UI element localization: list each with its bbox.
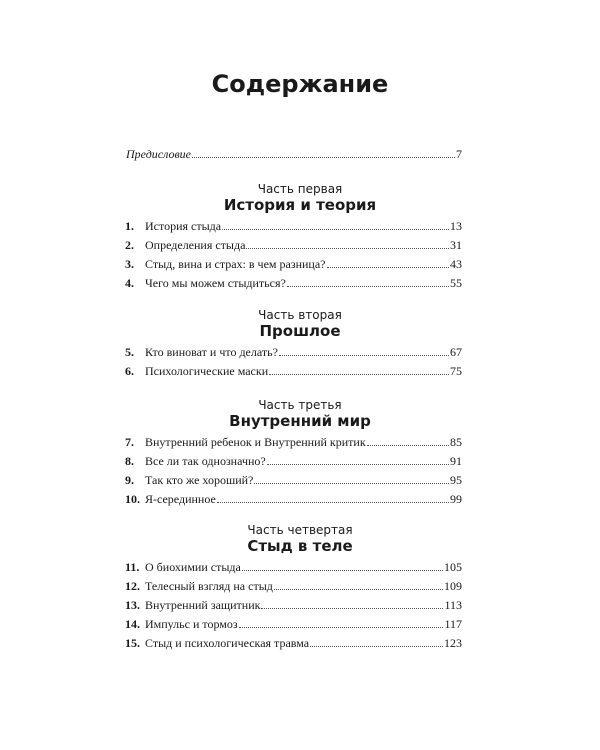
- toc-entry[interactable]: [125, 434, 462, 450]
- entry-number: 11.: [125, 560, 140, 574]
- toc-entry[interactable]: [125, 635, 462, 651]
- part-label: Часть вторая: [258, 308, 342, 322]
- entry-title: Кто виноват и что делать?: [145, 345, 278, 359]
- part-label: Часть первая: [257, 182, 343, 196]
- entry-number: 10.: [125, 492, 140, 506]
- entry-page: 85: [450, 435, 462, 449]
- toc-entry[interactable]: [125, 597, 462, 613]
- toc-entry[interactable]: [125, 275, 462, 291]
- dot-leader: [269, 374, 449, 375]
- entry-number: 14.: [125, 617, 140, 631]
- entry-title: Чего мы можем стыдиться?: [145, 276, 286, 290]
- entry-title: Стыд, вина и страх: в чем разница?: [145, 257, 326, 271]
- entry-title: Так кто же хороший?: [145, 473, 254, 487]
- part-title: Внутренний мир: [229, 412, 371, 430]
- toc-entry[interactable]: [125, 218, 462, 234]
- dot-leader: [287, 286, 449, 287]
- entry-title: Я-серединное: [145, 492, 216, 506]
- entry-page: 43: [450, 257, 462, 271]
- dot-leader: [254, 483, 449, 484]
- entry-page: 95: [450, 473, 462, 487]
- entry-number: 15.: [125, 636, 140, 650]
- entry-page: 113: [444, 598, 462, 612]
- toc-entry-preface[interactable]: [126, 146, 462, 162]
- toc-entry[interactable]: [125, 256, 462, 272]
- toc-entry[interactable]: [125, 491, 462, 507]
- toc-entry[interactable]: [125, 344, 462, 360]
- part-label: Часть четвертая: [247, 523, 353, 537]
- toc-entry[interactable]: [125, 559, 462, 575]
- entry-number: 9.: [125, 473, 134, 487]
- part-title: Стыд в теле: [247, 537, 353, 555]
- entry-number: 4.: [125, 276, 134, 290]
- dot-leader: [367, 445, 449, 446]
- dot-leader: [242, 570, 443, 571]
- dot-leader: [217, 502, 449, 503]
- dot-leader: [327, 267, 450, 268]
- toc-entry[interactable]: [125, 578, 462, 594]
- entry-page: 7: [456, 147, 462, 161]
- entry-page: 75: [450, 364, 462, 378]
- entry-page: 67: [450, 345, 462, 359]
- entry-page: 13: [450, 219, 462, 233]
- toc-entry[interactable]: [125, 363, 462, 379]
- entry-page: 99: [450, 492, 462, 506]
- entry-page: 55: [450, 276, 462, 290]
- entry-title: Психологические маски: [145, 364, 269, 378]
- entry-number: 3.: [125, 257, 134, 271]
- entry-page: 91: [450, 454, 462, 468]
- toc-entry[interactable]: [125, 453, 462, 469]
- dot-leader: [310, 646, 443, 647]
- page-title: Содержание: [211, 70, 389, 98]
- entry-title: О биохимии стыда: [145, 560, 241, 574]
- entry-number: 7.: [125, 435, 134, 449]
- dot-leader: [246, 248, 449, 249]
- toc-entry[interactable]: [125, 237, 462, 253]
- entry-title: История стыда: [145, 219, 222, 233]
- dot-leader: [222, 229, 449, 230]
- dot-leader: [192, 157, 455, 158]
- toc-entry[interactable]: [125, 472, 462, 488]
- entry-title: Импульс и тормоз: [145, 617, 238, 631]
- entry-number: 6.: [125, 364, 134, 378]
- entry-number: 5.: [125, 345, 134, 359]
- entry-page: 117: [444, 617, 462, 631]
- entry-title: Все ли так однозначно?: [145, 454, 266, 468]
- entry-number: 12.: [125, 579, 140, 593]
- dot-leader: [239, 627, 444, 628]
- entry-page: 31: [450, 238, 462, 252]
- part-title: Прошлое: [259, 322, 341, 340]
- entry-page: 105: [444, 560, 462, 574]
- entry-page: 109: [444, 579, 462, 593]
- entry-title: Внутренний ребенок и Внутренний критик: [145, 435, 366, 449]
- dot-leader: [279, 355, 449, 356]
- dot-leader: [274, 589, 443, 590]
- entry-title: Определения стыда: [145, 238, 246, 252]
- entry-title: Телесный взгляд на стыд: [145, 579, 273, 593]
- dot-leader: [261, 608, 443, 609]
- entry-number: 2.: [125, 238, 134, 252]
- entry-title: Внутренний защитник: [145, 598, 261, 612]
- entry-number: 13.: [125, 598, 140, 612]
- part-title: История и теория: [223, 196, 377, 214]
- entry-title: Стыд и психологическая травма: [145, 636, 310, 650]
- dot-leader: [267, 464, 449, 465]
- entry-page: 123: [444, 636, 462, 650]
- entry-number: 8.: [125, 454, 134, 468]
- part-label: Часть третья: [258, 398, 342, 412]
- entry-number: 1.: [125, 219, 134, 233]
- toc-entry[interactable]: [125, 616, 462, 632]
- entry-title: Предисловие: [126, 147, 192, 161]
